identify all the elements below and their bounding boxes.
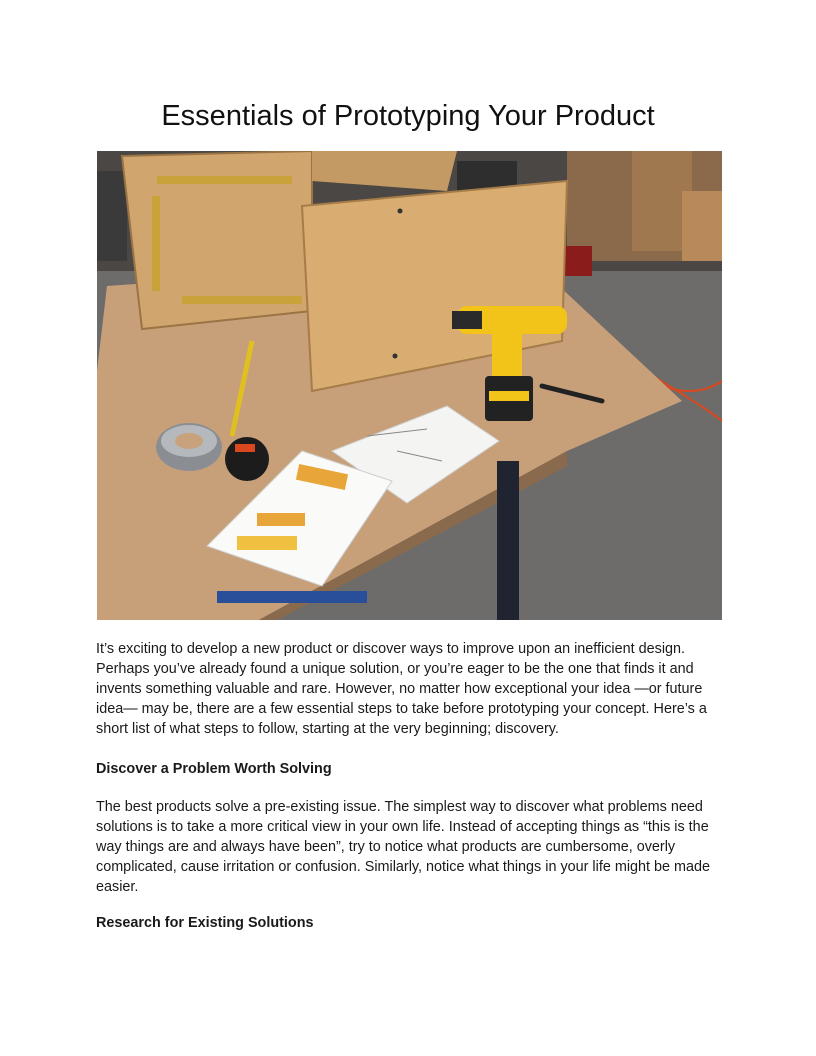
section-heading-discover: Discover a Problem Worth Solving <box>96 761 332 777</box>
page-title: Essentials of Prototyping Your Product <box>161 100 655 132</box>
section-heading-research: Research for Existing Solutions <box>96 915 314 931</box>
workshop-illustration <box>97 151 722 620</box>
intro-paragraph: It’s exciting to develop a new product or discover ways to improve upon an inefficient design. Perhaps you’ve already found a unique solution, or you’re eager to be the one that finds it and invents something valuable and rare. However, no matter how exceptional your idea —or future idea— may be, there are a few essential steps to take before prototyping your concept. Here’s a short list of what steps to follow, starting at the very beginning; discovery. <box>96 641 707 737</box>
discover-paragraph: The best products solve a pre-existing issue. The simplest way to discover what problems need solutions is to take a more critical view in your own life. Instead of accepting things as “this is the way things are and always have been”, try to notice what products are cumbersome, overly complicated, cause irritation or confusion. Similarly, notice what things in your life might be made easier. <box>96 799 711 895</box>
workshop-photo <box>97 151 722 620</box>
